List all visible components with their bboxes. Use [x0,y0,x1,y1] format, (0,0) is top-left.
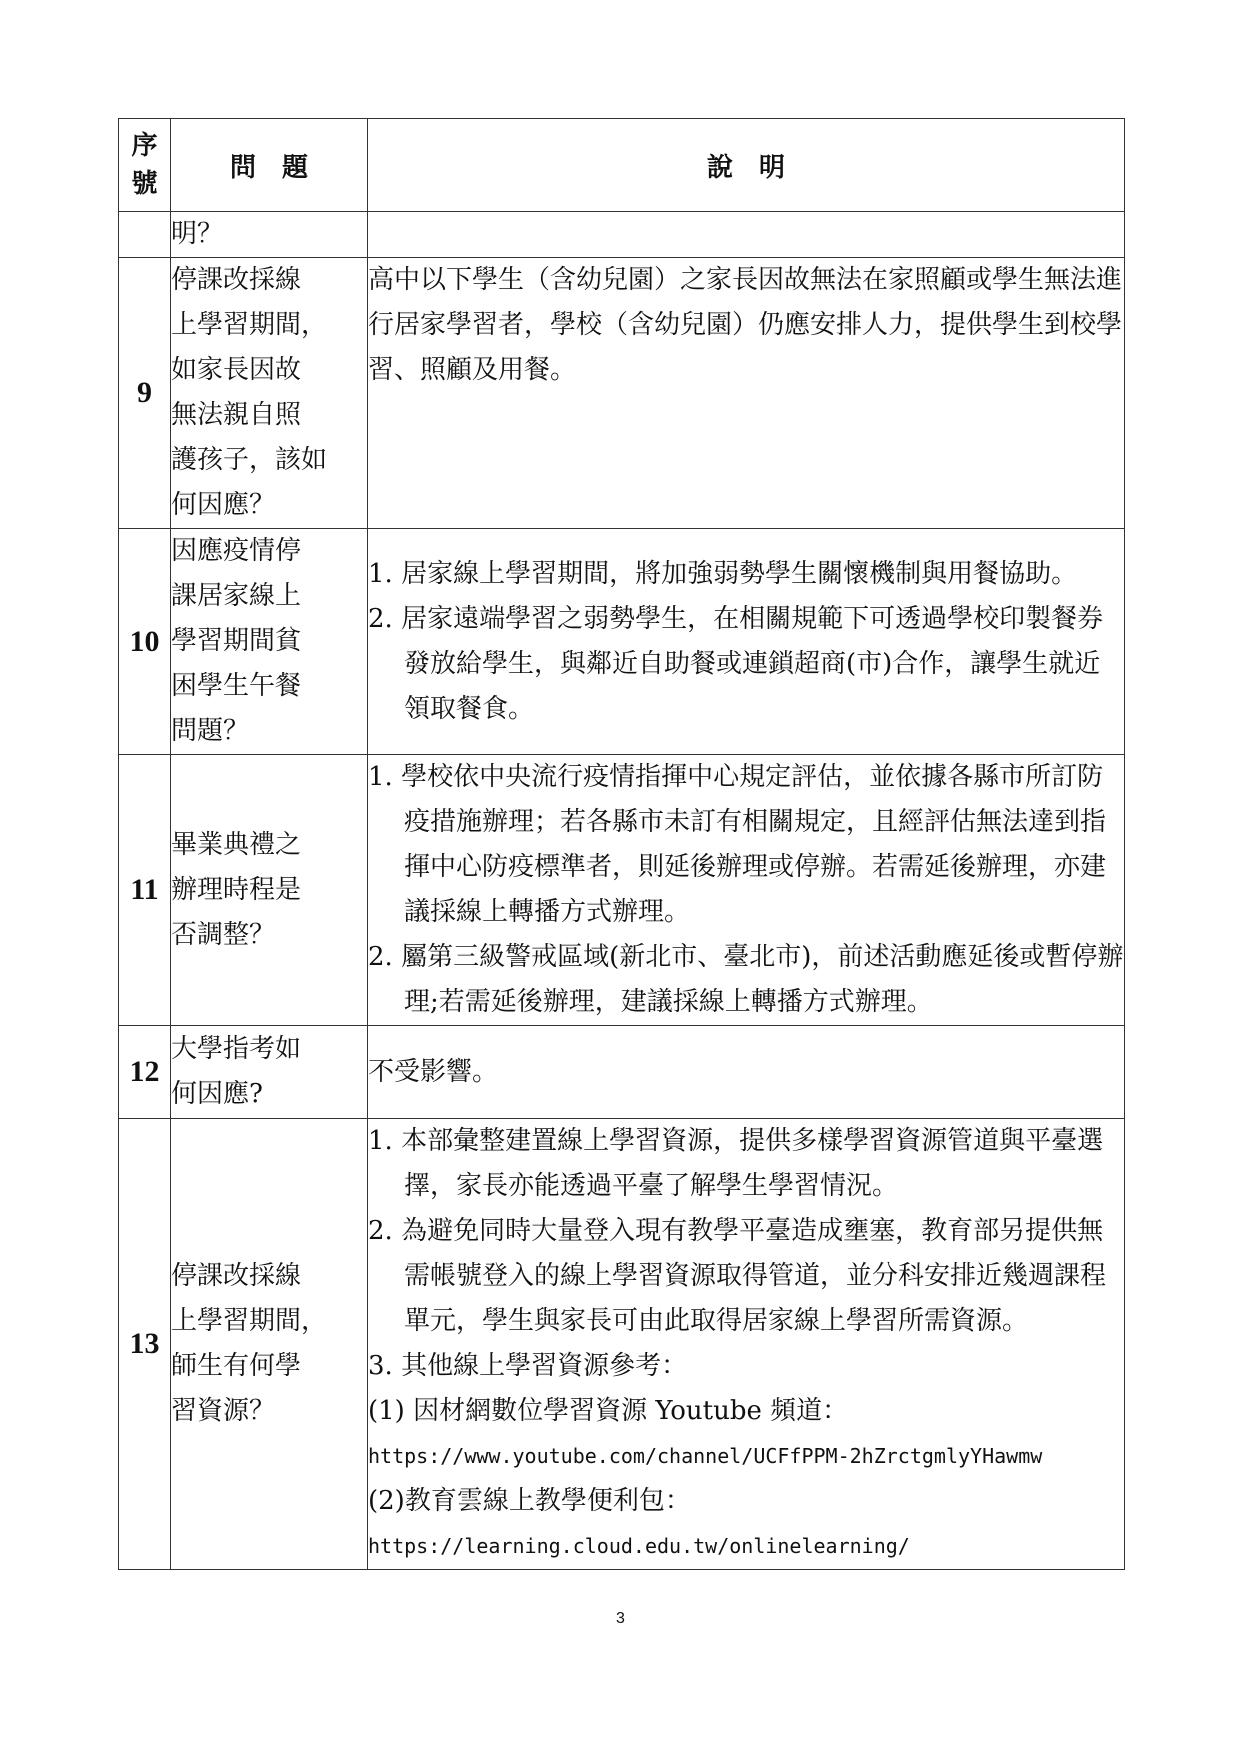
question-cell: 大學指考如 何因應? [171,1026,368,1119]
answer-cell [368,258,1125,529]
header-question: 問 題 [171,119,368,212]
row-number: 10 [119,529,171,755]
question-cell: 停課改採線 上學習期間， 如家長因故 無法親自照 護孩子，該如 何因應？ [171,258,368,529]
answer-cell [368,1119,1125,1570]
answer-item: 1. 本部彙整建置線上學習資源，提供多樣學習資源管道與平臺選擇，家長亦能透過平臺了解學生學習情況。 [368,1126,1104,1201]
resource-label: (1) 因材網數位學習資源 Youtube 頻道： [368,1396,849,1426]
faq-table [118,118,1125,1570]
answer-cell [368,755,1125,1026]
resource-label: (2)教育雲線上教學便利包： [368,1486,691,1516]
table-row [119,529,1125,755]
row-number: 11 [119,755,171,1026]
answer-cell [368,529,1125,755]
header-no: 序號 [119,119,171,212]
answer-item: 1. 學校依中央流行疫情指揮中心規定評估，並依據各縣市所訂防疫措施辦理；若各縣市未訂有相關規定，且經評估無法達到指揮中心防疫標準者，則延後辦理或停辦。若需延後辦理，亦建議採線上轉播方式辦理。 [368,762,1107,927]
table-row [119,1026,1125,1119]
resource-url[interactable]: https://www.youtube.com/channel/UCFfPPM-2hZrctgmlyYHawmw [368,1444,1043,1468]
question-cell: 因應疫情停 課居家線上 學習期間貧 困學生午餐 問題？ [171,529,368,755]
question-cell: 畢業典禮之 辦理時程是 否調整？ [171,755,368,1026]
table-row [119,258,1125,529]
answer-cell [368,1026,1125,1119]
answer-item: 2. 為避免同時大量登入現有教學平臺造成壅塞，教育部另提供無需帳號登入的線上學習資源取得管道，並分科安排近幾週課程單元，學生與家長可由此取得居家線上學習所需資源。 [368,1216,1107,1336]
answer-cell [368,212,1125,258]
header-row [119,119,1125,212]
row-number: 13 [119,1119,171,1570]
answer-paragraph: 高中以下學生（含幼兒園）之家長因故無法在家照顧或學生無法進行居家學習者，學校（含幼兒園）仍應安排人力，提供學生到校學習、照顧及用餐。 [368,265,1123,385]
question-cell: 停課改採線 上學習期間， 師生有何學 習資源？ [171,1119,368,1570]
table-row [119,755,1125,1026]
table-row [119,1119,1125,1570]
answer-item: 3. 其他線上學習資源參考： [368,1351,688,1381]
answer-item: 2. 居家遠端學習之弱勢學生，在相關規範下可透過學校印製餐券發放給學生，與鄰近自助餐或連鎖超商(市)合作，讓學生就近領取餐食。 [368,603,1104,724]
question-cell: 明？ [171,212,368,258]
row-number [119,212,171,258]
answer-item: 2. 屬第三級警戒區域(新北市、臺北市)，前述活動應延後或暫停辦理;若需延後辦理，建議採線上轉播方式辦理。 [368,942,1124,1017]
page-number: 3 [616,1610,625,1627]
answer-item: 1. 居家線上學習期間，將加強弱勢學生關懷機制與用餐協助。 [368,558,1078,589]
table-row [119,212,1125,258]
resource-url[interactable]: https://learning.cloud.edu.tw/onlinelearning/ [368,1534,910,1558]
answer-paragraph: 不受影響。 [368,1056,499,1087]
header-answer: 說 明 [368,119,1125,212]
row-number: 12 [119,1026,171,1119]
row-number: 9 [119,258,171,529]
